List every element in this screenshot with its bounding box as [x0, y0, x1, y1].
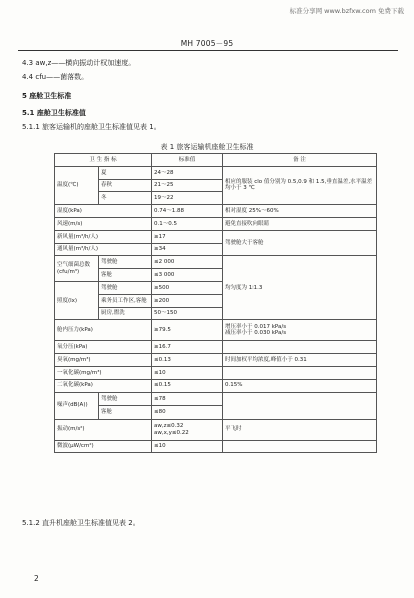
- location-cell: 驾驶舱: [99, 281, 152, 294]
- value-cell: ≥34: [152, 243, 223, 256]
- season-cell: 夏: [99, 166, 152, 179]
- section-5-heading: 5 座舱卫生标准: [22, 92, 72, 100]
- wind-note: 避免直接吹向眼睛: [223, 217, 377, 230]
- page-number: 2: [34, 574, 39, 583]
- humidity-note: 相对湿度 25%～60%: [223, 205, 377, 218]
- season-cell: 冬: [99, 192, 152, 205]
- table-row: [55, 256, 377, 269]
- table-row: [55, 166, 377, 179]
- value-cell: ≥16.7: [152, 341, 223, 354]
- humidity-label: 湿度(kPa): [55, 205, 152, 218]
- empty-note: [223, 366, 377, 379]
- light-note: 均匀度为 1∶1.3: [223, 256, 377, 320]
- value-cell: ≥79.5: [152, 320, 223, 341]
- bacteria-label: 空气细菌总数 (cfu/m³): [55, 256, 99, 282]
- header-standard: 标准值: [152, 154, 223, 167]
- table-row: [55, 440, 377, 453]
- value-cell: ≤78: [152, 392, 223, 406]
- value-cell: 21～25: [152, 179, 223, 192]
- vibration-label: 振动(m/s²): [55, 419, 152, 440]
- value-cell: aw,z≤0.32 aw,x,y≤0.22: [152, 419, 223, 440]
- document-number: MH 7005－95: [180, 39, 234, 48]
- value-cell: ≥17: [152, 230, 223, 243]
- clause-5-1-2: 5.1.2 直升机座舱卫生标准值见表 2。: [22, 519, 140, 527]
- value-cell: ≤10: [152, 366, 223, 379]
- empty-note: [223, 341, 377, 354]
- location-cell: 驾驶舱: [99, 256, 152, 269]
- table-row: [55, 366, 377, 379]
- co-label: 一氧化碳(mg/m³): [55, 366, 152, 379]
- vibration-note: 平飞时: [223, 419, 377, 440]
- table-header-row: [55, 154, 377, 167]
- season-cell: 春秋: [99, 179, 152, 192]
- light-label: 照度(lx): [55, 281, 99, 319]
- table-row: [55, 354, 377, 367]
- fresh-air-label: 新风量(m³/h/人): [55, 230, 152, 243]
- table-caption: 表 1 旅客运输机座舱卫生标准: [160, 143, 254, 151]
- value-cell: 50～150: [152, 307, 223, 320]
- empty-note: [223, 392, 377, 419]
- pressure-label: 舱内压力(kPa): [55, 320, 152, 341]
- value-cell: ≥200: [152, 294, 223, 307]
- value-cell: 24～28: [152, 166, 223, 179]
- value-cell: ≤3 000: [152, 269, 223, 282]
- location-cell: 客舱: [99, 269, 152, 282]
- watermark-text: 标准分享网 www.bzfxw.com 免费下载: [289, 7, 404, 15]
- table-row: [55, 341, 377, 354]
- value-cell: ≤0.13: [152, 354, 223, 367]
- header-indicator: 卫 生 指 标: [55, 154, 152, 167]
- clause-4-3: 4.3 aw,z——横向振动计权加速度。: [22, 59, 136, 67]
- table-row: [55, 392, 377, 406]
- ventilation-label: 通风量(m³/h/人): [55, 243, 152, 256]
- value-cell: ≤2 000: [152, 256, 223, 269]
- table-row: [55, 217, 377, 230]
- table-row: [55, 379, 377, 392]
- wind-label: 风速(m/s): [55, 217, 152, 230]
- table-row: [55, 230, 377, 243]
- co2-label: 二氧化碳(kPa): [55, 379, 152, 392]
- value-cell: 19～22: [152, 192, 223, 205]
- noise-label: 噪声(dB(A)): [55, 392, 99, 419]
- empty-note: [223, 440, 377, 453]
- cabin-standards-table: [54, 153, 377, 453]
- value-cell: 0.74～1.88: [152, 205, 223, 218]
- location-cell: 客舱: [99, 406, 152, 420]
- table-row: [55, 205, 377, 218]
- temperature-note: 相应的服装 clo 值分别为 0.5,0.9 和 1.5,垂直温差,水平温差均小于 3 ℃: [223, 166, 377, 204]
- clause-5-1-1: 5.1.1 旅客运输机的座舱卫生标准值见表 1。: [22, 123, 161, 131]
- pressure-note: 增压率小于 0.017 kPa/s 减压率小于 0.030 kPa/s: [223, 320, 377, 341]
- table-row: [55, 419, 377, 440]
- value-cell: ≥500: [152, 281, 223, 294]
- value-cell: 0.1～0.5: [152, 217, 223, 230]
- section-5-1-heading: 5.1 座舱卫生标准值: [22, 109, 86, 117]
- air-note: 驾驶舱大于客舱: [223, 230, 377, 256]
- ozone-note: 时间加权平均浓度,峰值小于 0.31: [223, 354, 377, 367]
- microwave-label: 微波(μW/cm²): [55, 440, 152, 453]
- temperature-label: 温度(℃): [55, 166, 99, 204]
- location-cell: 厨房,盥洗: [99, 307, 152, 320]
- location-cell: 乘务员工作区,客舱: [99, 294, 152, 307]
- header-remarks: 备 注: [223, 154, 377, 167]
- co2-note: 0.15%: [223, 379, 377, 392]
- header-rule: [18, 50, 398, 51]
- oxygen-label: 氧分压(kPa): [55, 341, 152, 354]
- value-cell: ≤0.15: [152, 379, 223, 392]
- clause-4-4: 4.4 cfu——菌落数。: [22, 73, 89, 81]
- table-row: [55, 320, 377, 341]
- value-cell: ≤10: [152, 440, 223, 453]
- ozone-label: 臭氧(mg/m³): [55, 354, 152, 367]
- location-cell: 驾驶舱: [99, 392, 152, 406]
- value-cell: ≤80: [152, 406, 223, 420]
